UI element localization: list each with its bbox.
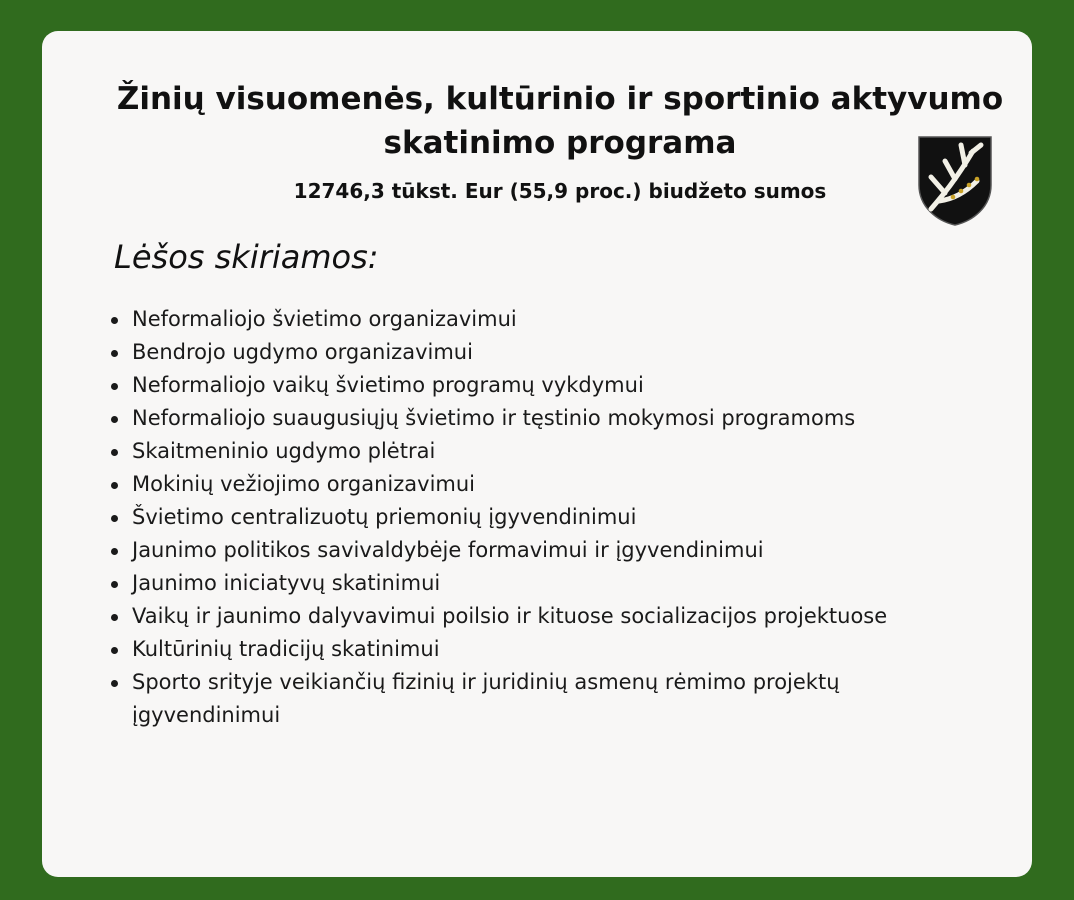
list-item: Švietimo centralizuotų priemonių įgyvendinimui <box>132 501 1012 534</box>
list-item: Neformaliojo suaugusiųjų švietimo ir tęstinio mokymosi programoms <box>132 402 1012 435</box>
list-item: Jaunimo iniciatyvų skatinimui <box>132 567 1012 600</box>
list-item: Mokinių vežiojimo organizavimui <box>132 468 1012 501</box>
list-item: Neformaliojo vaikų švietimo programų vykdymui <box>132 369 1012 402</box>
list-item: Sporto srityje veikiančių fizinių ir juridinių asmenų rėmimo projektų įgyvendinimui <box>132 666 932 732</box>
content-card <box>42 31 1032 877</box>
list-item: Vaikų ir jaunimo dalyvavimui poilsio ir kituose socializacijos projektuose <box>132 600 1012 633</box>
section-heading: Lėšos skiriamos: <box>114 238 379 276</box>
list-item: Bendrojo ugdymo organizavimui <box>132 336 1012 369</box>
list-item: Skaitmeninio ugdymo plėtrai <box>132 435 1012 468</box>
page-title: Žinių visuomenės, kultūrinio ir sportinio aktyvumo skatinimo programa <box>116 81 1004 161</box>
budget-subtitle: 12746,3 tūkst. Eur (55,9 proc.) biudžeto sumos <box>293 179 827 203</box>
list-item: Neformaliojo švietimo organizavimui <box>132 303 1012 336</box>
list-item: Jaunimo politikos savivaldybėje formavimui ir įgyvendinimui <box>132 534 1012 567</box>
list-item: Kultūrinių tradicijų skatinimui <box>132 633 1012 666</box>
coat-of-arms-antlers-icon <box>915 133 995 227</box>
allocation-list <box>132 303 1012 732</box>
